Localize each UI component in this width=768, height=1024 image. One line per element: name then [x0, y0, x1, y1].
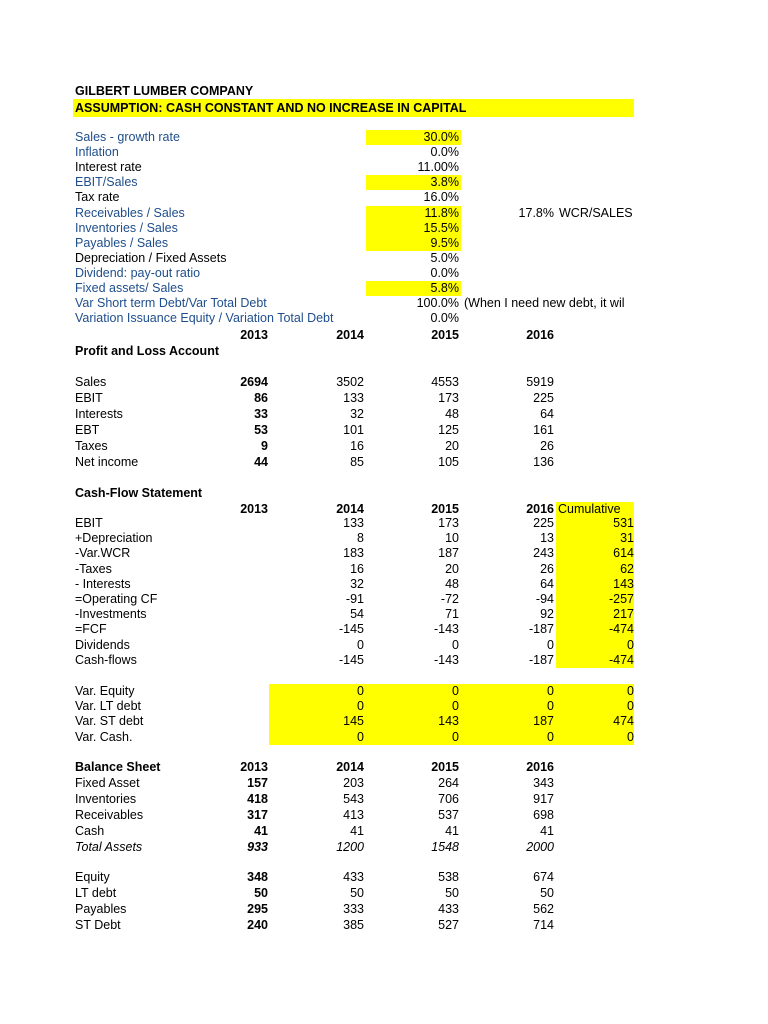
pl-value: 53: [254, 422, 268, 437]
bs-value: 264: [438, 776, 459, 790]
param-label: Payables / Sales: [75, 235, 169, 250]
pl-value: 86: [254, 390, 268, 405]
param-value: 16.0%: [423, 190, 459, 205]
param-value: 0.0%: [430, 265, 459, 280]
wcr-label: WCR/SALES: [559, 205, 633, 220]
var-row-label: Var. LT debt: [75, 699, 142, 714]
cumulative-header: Cumulative: [558, 502, 621, 516]
bs-value: 698: [533, 807, 554, 822]
year-header: 2013: [240, 760, 268, 774]
cf-row-label: Dividends: [75, 637, 130, 652]
pl-value: 133: [343, 390, 364, 405]
var-value: 0: [627, 684, 634, 698]
bs-value: 413: [343, 807, 364, 822]
param-value: 0.0%: [430, 311, 459, 326]
bs-row-label: Fixed Asset: [75, 776, 140, 790]
pl-value: 161: [533, 422, 554, 437]
cf-value: 71: [445, 607, 459, 622]
pl-value: 125: [438, 422, 459, 437]
param-value: 3.8%: [430, 175, 459, 190]
bs-value: 538: [438, 870, 459, 884]
bs-value: 917: [533, 791, 554, 806]
bs-value: 50: [540, 885, 554, 900]
year-header: 2013: [240, 502, 268, 516]
cf-heading: Cash-Flow Statement: [75, 486, 203, 500]
bs-row-label: Receivables: [75, 807, 144, 822]
param-label: Depreciation / Fixed Assets: [75, 250, 227, 265]
cf-cumulative: 31: [620, 531, 634, 546]
bs-row-label: Payables: [75, 901, 127, 916]
cf-value: 13: [540, 531, 554, 546]
pl-row-label: Sales: [75, 375, 107, 389]
cf-value: 0: [357, 637, 364, 652]
cf-value: 32: [350, 576, 364, 591]
var-value: 0: [547, 699, 554, 714]
year-header: 2015: [431, 760, 459, 774]
param-label: Variation Issuance Equity / Variation Total Debt: [75, 311, 334, 326]
bs-value: 348: [247, 870, 268, 884]
bs-row-label: ST Debt: [75, 917, 121, 932]
cf-cumulative: -474: [608, 652, 634, 667]
param-label: Tax rate: [75, 190, 120, 205]
bs-value: 543: [343, 791, 364, 806]
cf-row-label: -Investments: [75, 607, 147, 622]
cf-cumulative: 531: [613, 516, 634, 530]
pl-row-label: EBT: [75, 422, 100, 437]
year-header: 2014: [336, 502, 364, 516]
cf-value: 0: [452, 637, 459, 652]
param-value: 5.8%: [430, 281, 459, 295]
cf-value: 20: [445, 561, 459, 576]
param-value: 100.0%: [416, 296, 459, 311]
pl-value: 136: [533, 454, 554, 469]
var-value: 0: [357, 729, 364, 744]
cf-cumulative: -474: [608, 622, 634, 637]
bs-value: 933: [247, 839, 268, 854]
cf-row-label: Cash-flows: [75, 652, 137, 667]
param-label: Sales - growth rate: [75, 130, 180, 144]
cf-value: 225: [533, 516, 554, 530]
var-row-label: Var. Cash.: [75, 729, 133, 744]
cf-value: -145: [338, 622, 364, 637]
var-value: 0: [627, 699, 634, 714]
pl-value: 105: [438, 454, 459, 469]
pl-value: 5919: [526, 375, 554, 389]
bs-value: 2000: [526, 839, 554, 854]
year-header: 2014: [336, 760, 364, 774]
cf-value: 64: [540, 576, 554, 591]
var-row-label: Var. Equity: [75, 684, 135, 698]
year-header: 2015: [431, 328, 459, 342]
var-value: 0: [547, 729, 554, 744]
cf-value: 8: [357, 531, 364, 546]
cf-value: -187: [528, 652, 554, 667]
bs-value: 41: [540, 823, 554, 838]
company-title: GILBERT LUMBER COMPANY: [75, 84, 254, 98]
pl-value: 16: [350, 438, 364, 453]
cf-value: 0: [547, 637, 554, 652]
cf-value: 187: [438, 546, 459, 561]
pl-value: 3502: [336, 375, 364, 389]
cf-value: -91: [345, 592, 364, 606]
bs-row-label: Inventories: [75, 791, 137, 806]
var-value: 143: [438, 714, 459, 729]
bs-row-label: LT debt: [75, 885, 117, 900]
year-header: 2016: [526, 328, 554, 342]
cf-value: 48: [445, 576, 459, 591]
bs-row-label: Cash: [75, 823, 105, 838]
debt-note: (When I need new debt, it wil: [464, 296, 625, 311]
cf-value: -94: [535, 592, 554, 606]
cf-value: 243: [533, 546, 554, 561]
param-value: 15.5%: [423, 220, 459, 235]
cf-cumulative: 62: [620, 561, 634, 576]
cf-value: 92: [540, 607, 554, 622]
bs-value: 433: [438, 901, 459, 916]
cf-value: -187: [528, 622, 554, 637]
year-header: 2013: [240, 328, 268, 342]
param-value: 11.00%: [417, 160, 459, 175]
cf-value: -72: [440, 592, 459, 606]
wcr-value: 17.8%: [518, 205, 554, 220]
assumption-text: ASSUMPTION: CASH CONSTANT AND NO INCREASE IN CAPITAL: [75, 101, 467, 115]
cf-value: 16: [350, 561, 364, 576]
pl-value: 9: [261, 438, 268, 453]
var-value: 0: [357, 684, 364, 698]
var-value: 0: [547, 684, 554, 698]
cf-row-label: EBIT: [75, 516, 103, 530]
cf-value: 133: [343, 516, 364, 530]
param-value: 30.0%: [423, 130, 459, 144]
pl-value: 20: [445, 438, 459, 453]
bs-value: 41: [350, 823, 364, 838]
param-value: 0.0%: [430, 145, 459, 160]
bs-value: 433: [343, 870, 364, 884]
cf-value: -143: [433, 652, 459, 667]
bs-value: 674: [533, 870, 554, 884]
cf-cumulative: -257: [608, 592, 634, 606]
cf-row-label: =FCF: [75, 622, 107, 637]
year-header: 2016: [526, 502, 554, 516]
bs-heading: Balance Sheet: [75, 760, 161, 774]
bs-value: 418: [247, 791, 268, 806]
cf-value: 173: [438, 516, 459, 530]
bs-value: 706: [438, 791, 459, 806]
bs-value: 295: [247, 901, 268, 916]
pl-heading: Profit and Loss Account: [75, 344, 219, 358]
cf-row-label: -Taxes: [75, 561, 112, 576]
cf-value: 183: [343, 546, 364, 561]
param-label: EBIT/Sales: [75, 175, 138, 190]
cf-value: 26: [540, 561, 554, 576]
bs-value: 1200: [336, 839, 364, 854]
cf-cumulative: 0: [627, 637, 634, 652]
bs-value: 50: [254, 885, 268, 900]
pl-value: 44: [254, 454, 268, 469]
param-label: Dividend: pay-out ratio: [75, 265, 201, 280]
bs-value: 50: [350, 885, 364, 900]
cf-row-label: - Interests: [75, 576, 131, 591]
bs-value: 714: [533, 917, 554, 932]
var-value: 0: [627, 729, 634, 744]
pl-row-label: Net income: [75, 454, 139, 469]
param-label: Fixed assets/ Sales: [75, 281, 184, 295]
bs-value: 333: [343, 901, 364, 916]
param-label: Inventories / Sales: [75, 220, 178, 235]
var-value: 0: [452, 684, 459, 698]
pl-value: 225: [533, 390, 554, 405]
pl-row-label: Taxes: [75, 438, 108, 453]
param-value: 11.8%: [424, 205, 459, 220]
cf-row-label: -Var.WCR: [75, 546, 131, 561]
var-value: 187: [533, 714, 554, 729]
year-header: 2015: [431, 502, 459, 516]
cf-value: -143: [433, 622, 459, 637]
cf-value: 10: [445, 531, 459, 546]
bs-value: 157: [247, 776, 268, 790]
var-value: 0: [452, 699, 459, 714]
var-row-label: Var. ST debt: [75, 714, 144, 729]
param-label: Var Short term Debt/Var Total Debt: [75, 296, 267, 311]
bs-row-label: Total Assets: [75, 839, 143, 854]
var-value: 0: [357, 699, 364, 714]
param-label: Inflation: [75, 145, 119, 160]
bs-value: 203: [343, 776, 364, 790]
year-header: 2014: [336, 328, 364, 342]
bs-value: 385: [343, 917, 364, 932]
cf-value: 54: [350, 607, 364, 622]
param-label: Receivables / Sales: [75, 205, 185, 220]
var-value: 0: [452, 729, 459, 744]
cf-row-label: =Operating CF: [75, 592, 158, 606]
pl-row-label: EBIT: [75, 390, 103, 405]
pl-value: 85: [350, 454, 364, 469]
assumption-banner: [73, 99, 634, 117]
pl-value: 48: [445, 406, 459, 421]
cf-cumulative: 217: [613, 607, 634, 622]
pl-value: 32: [350, 406, 364, 421]
bs-value: 50: [445, 885, 459, 900]
pl-value: 101: [343, 422, 364, 437]
pl-value: 2694: [240, 375, 268, 389]
bs-row-label: Equity: [75, 870, 110, 884]
pl-value: 33: [254, 406, 268, 421]
bs-value: 562: [533, 901, 554, 916]
var-value: 145: [343, 714, 364, 729]
bs-value: 41: [254, 823, 268, 838]
param-label: Interest rate: [75, 160, 142, 175]
bs-value: 41: [445, 823, 459, 838]
pl-row-label: Interests: [75, 406, 123, 421]
param-value: 9.5%: [430, 235, 459, 250]
year-header: 2016: [526, 760, 554, 774]
bs-value: 537: [438, 807, 459, 822]
bs-value: 240: [247, 917, 268, 932]
cf-cumulative: 143: [613, 576, 634, 591]
pl-value: 173: [438, 390, 459, 405]
bs-value: 1548: [431, 839, 459, 854]
bs-value: 527: [438, 917, 459, 932]
pl-value: 4553: [431, 375, 459, 389]
bs-value: 343: [533, 776, 554, 790]
pl-value: 64: [540, 406, 554, 421]
pl-value: 26: [540, 438, 554, 453]
param-value: 5.0%: [430, 250, 459, 265]
cf-value: -145: [338, 652, 364, 667]
var-value: 474: [613, 714, 634, 729]
cf-cumulative: 614: [613, 546, 634, 561]
cf-row-label: +Depreciation: [75, 531, 153, 546]
bs-value: 317: [247, 807, 268, 822]
